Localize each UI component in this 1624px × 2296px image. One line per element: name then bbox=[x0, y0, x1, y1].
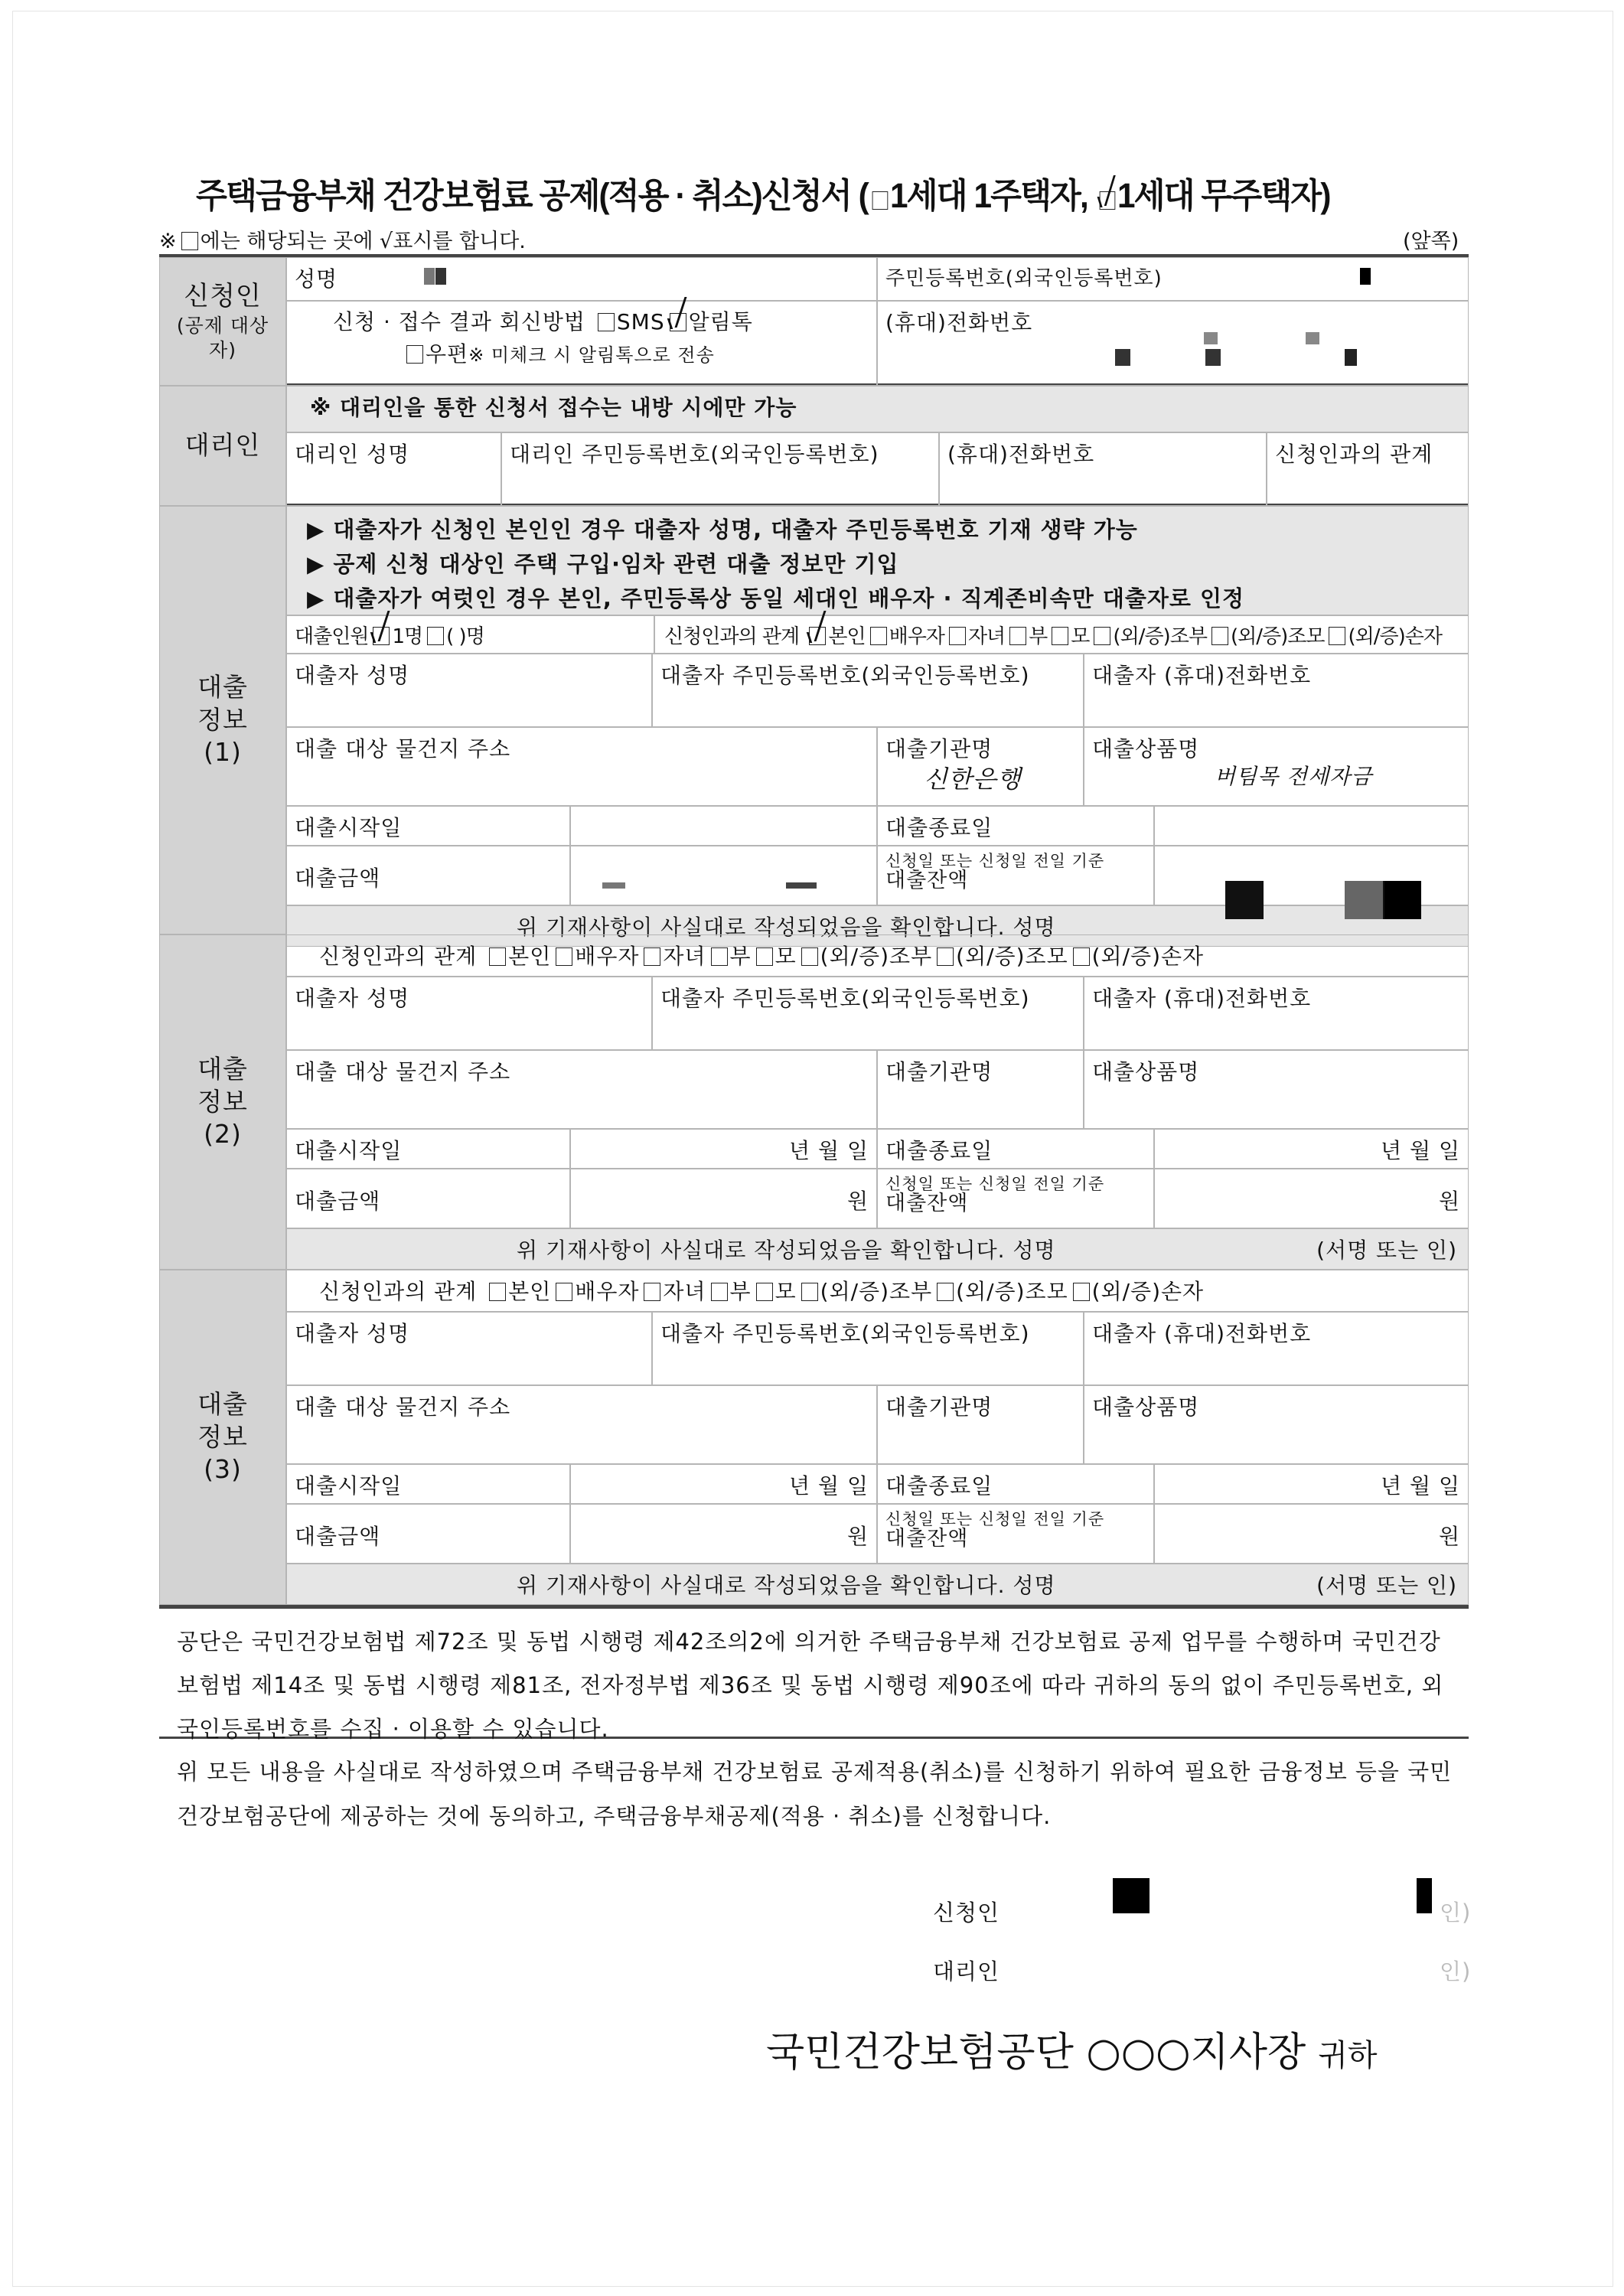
amount-label: 대출금액 bbox=[295, 1189, 381, 1214]
name-label: 성명 bbox=[295, 266, 338, 292]
product-label: 대출상품명 bbox=[1092, 736, 1200, 762]
product-cell bbox=[1084, 1385, 1469, 1464]
relation-option-label: (외/증)조모 bbox=[1230, 625, 1325, 648]
end-date-label: 대출종료일 bbox=[885, 1473, 993, 1499]
agent-id-label: 대리인 주민등록번호(외국인등록번호) bbox=[510, 442, 879, 467]
borrower-id-cell bbox=[652, 977, 1084, 1050]
relation-cell bbox=[654, 615, 1469, 654]
agent-name-label: 대리인 성명 bbox=[295, 442, 410, 467]
product-cell bbox=[1084, 727, 1469, 806]
redaction-block bbox=[1115, 349, 1130, 366]
amount-label: 대출금액 bbox=[295, 1524, 381, 1549]
redaction-block bbox=[424, 268, 435, 285]
page-title bbox=[196, 168, 1330, 217]
relation-checkbox[interactable] bbox=[1073, 947, 1090, 966]
sample-checkbox[interactable] bbox=[181, 232, 198, 250]
relation-checkbox[interactable] bbox=[949, 627, 966, 645]
section-subtitle: (공제 대상자) bbox=[176, 314, 269, 362]
relation-option-label: 모 bbox=[774, 944, 797, 969]
option-2-checkbox[interactable] bbox=[1099, 191, 1115, 210]
relation-option-label: 배우자 bbox=[575, 1279, 640, 1304]
borrower-id-cell bbox=[652, 1312, 1084, 1385]
balance-note: 신청일 또는 신청일 전일 기준 bbox=[885, 852, 1105, 870]
amount-field bbox=[570, 1169, 877, 1228]
loan-note: ▶ 대출자가 신청인 본인인 경우 대출자 성명, 대출자 주민등록번호 기재 생략 가능 bbox=[307, 517, 1138, 543]
id-label: 주민등록번호(외국인등록번호) bbox=[885, 267, 1163, 290]
reply-option-label: 알림톡 bbox=[688, 309, 753, 334]
borrower-id-label: 대출자 주민등록번호(외국인등록번호) bbox=[660, 1321, 1030, 1346]
relation-checkbox[interactable] bbox=[1094, 627, 1110, 645]
agent-seal: 인) bbox=[1440, 1958, 1472, 1985]
product-handwritten: 버팀목 전세자금 bbox=[1215, 764, 1373, 789]
section-title: 대출 정보 (2) bbox=[197, 1053, 248, 1150]
divider-line bbox=[159, 1605, 1469, 1609]
relation-checkbox[interactable] bbox=[809, 627, 826, 645]
agent-section-label bbox=[159, 386, 286, 506]
relation-option-label: (외/증)조부 bbox=[820, 1279, 933, 1304]
redaction-block bbox=[1204, 332, 1218, 344]
won-unit[interactable]: 원 bbox=[846, 1524, 869, 1549]
relation-option-label: (외/증)조모 bbox=[956, 1279, 1068, 1304]
won-unit[interactable]: 원 bbox=[846, 1189, 869, 1214]
redaction-block bbox=[1113, 1878, 1150, 1913]
institution-cell bbox=[877, 1385, 1084, 1464]
confirm-text: 위 기재사항이 사실대로 작성되었음을 확인합니다. 성명 bbox=[517, 1238, 1056, 1263]
end-date-field bbox=[1154, 1129, 1469, 1169]
date-units[interactable]: 년 월 일 bbox=[1381, 1138, 1460, 1163]
institution-label: 대출기관명 bbox=[885, 1394, 993, 1420]
start-date-label: 대출시작일 bbox=[295, 1473, 403, 1499]
borrower-phone-label: 대출자 (휴대)전화번호 bbox=[1092, 1321, 1312, 1346]
relation-option-label: 모 bbox=[1071, 625, 1090, 648]
relation-option-label: (외/증)조부 bbox=[1113, 625, 1207, 648]
reply-option-checkbox[interactable] bbox=[406, 345, 423, 364]
confirm-text: 위 기재사항이 사실대로 작성되었음을 확인합니다. 성명 bbox=[517, 1573, 1056, 1598]
applicant-signature-label: 신청인 bbox=[933, 1900, 1000, 1926]
reply-note: ※ 미체크 시 알림톡으로 전송 bbox=[468, 344, 715, 366]
balance-field bbox=[1154, 1504, 1469, 1564]
end-date-field bbox=[1154, 806, 1469, 846]
relation-checkbox[interactable] bbox=[1009, 627, 1026, 645]
redaction-block bbox=[1360, 268, 1371, 285]
borrower-id-cell bbox=[652, 654, 1084, 727]
loan-count-cell bbox=[286, 615, 654, 654]
relation-checkbox[interactable] bbox=[801, 947, 818, 966]
spacer bbox=[477, 1279, 484, 1304]
recipient-suffix: 귀하 bbox=[1318, 2038, 1378, 2073]
relation-option-label: 부 bbox=[729, 1279, 752, 1304]
start-date-label: 대출시작일 bbox=[295, 815, 403, 840]
borrower-name-label: 대출자 성명 bbox=[295, 1321, 410, 1346]
relation-checkbox[interactable] bbox=[756, 1283, 773, 1301]
start-date-field bbox=[570, 806, 877, 846]
amount-label: 대출금액 bbox=[295, 866, 381, 891]
relation-label: 신청인과의 관계 bbox=[319, 1279, 478, 1304]
amount-label-cell bbox=[286, 846, 570, 905]
balance-note: 신청일 또는 신청일 전일 기준 bbox=[885, 1510, 1105, 1528]
relation-checkbox[interactable] bbox=[1073, 1283, 1090, 1301]
borrower-name-label: 대출자 성명 bbox=[295, 663, 410, 688]
product-label: 대출상품명 bbox=[1092, 1394, 1200, 1420]
spacer bbox=[477, 944, 484, 969]
relation-option-label: (외/증)손자 bbox=[1348, 625, 1442, 648]
relation-checkbox[interactable] bbox=[556, 1283, 572, 1301]
amount-label-cell bbox=[286, 1169, 570, 1228]
agent-id-cell bbox=[501, 432, 939, 506]
end-date-label-cell bbox=[877, 1129, 1154, 1169]
applicant-seal: 인) bbox=[1440, 1900, 1472, 1926]
address-label: 대출 대상 물건지 주소 bbox=[295, 736, 511, 762]
date-units[interactable]: 년 월 일 bbox=[789, 1138, 869, 1163]
agent-signature-label: 대리인 bbox=[933, 1958, 1000, 1985]
agent-relation-cell bbox=[1267, 432, 1469, 506]
address-cell bbox=[286, 1385, 877, 1464]
phone-label: (휴대)전화번호 bbox=[885, 310, 1033, 335]
balance-label: 대출잔액 bbox=[885, 869, 969, 893]
page-side-label: (앞쪽) bbox=[1403, 230, 1459, 253]
start-date-label: 대출시작일 bbox=[295, 1138, 403, 1163]
relation-checkbox[interactable] bbox=[556, 947, 572, 966]
amount-label-cell bbox=[286, 1504, 570, 1564]
confirm-row bbox=[286, 1564, 1469, 1605]
option-2-label: 1세대 무주택자) bbox=[1117, 176, 1330, 215]
section-title: 대리인 bbox=[184, 430, 261, 461]
redaction-block bbox=[1417, 1878, 1432, 1913]
relation-checkbox[interactable] bbox=[489, 947, 506, 966]
sign-placeholder: (서명 또는 인) bbox=[1316, 1573, 1457, 1598]
relation-checkbox[interactable] bbox=[937, 947, 954, 966]
relation-option-label: 부 bbox=[729, 944, 752, 969]
section-title: 대출 정보 (3) bbox=[197, 1388, 248, 1485]
borrower-phone-cell bbox=[1084, 654, 1469, 727]
relation-option-label: 모 bbox=[774, 1279, 797, 1304]
address-label: 대출 대상 물건지 주소 bbox=[295, 1059, 511, 1084]
reply-option-checkbox[interactable] bbox=[670, 313, 686, 331]
count-other-checkbox[interactable] bbox=[427, 627, 444, 645]
institution-cell bbox=[877, 1050, 1084, 1129]
redaction-block bbox=[435, 268, 446, 285]
loan-2-section-label bbox=[159, 934, 286, 1270]
relation-checkbox[interactable] bbox=[870, 627, 887, 645]
institution-handwritten: 신한은행 bbox=[924, 765, 1022, 794]
relation-option-label: 본인 bbox=[828, 625, 866, 648]
end-date-label-cell bbox=[877, 1464, 1154, 1504]
end-date-field bbox=[1154, 1464, 1469, 1504]
relation-option-label: 배우자 bbox=[889, 625, 944, 648]
redaction-block bbox=[786, 882, 817, 889]
start-date-label-cell bbox=[286, 1129, 570, 1169]
redaction-block bbox=[1306, 332, 1319, 344]
address-label: 대출 대상 물건지 주소 bbox=[295, 1394, 511, 1420]
product-cell bbox=[1084, 1050, 1469, 1129]
borrower-phone-cell bbox=[1084, 977, 1469, 1050]
address-cell bbox=[286, 1050, 877, 1129]
relation-option-label: 자녀 bbox=[663, 1279, 706, 1304]
relation-option-label: (외/증)손자 bbox=[1091, 1279, 1205, 1304]
amount-field bbox=[570, 1504, 877, 1564]
reply-method-cell bbox=[286, 301, 877, 386]
count-1-label: 1명 bbox=[392, 625, 423, 648]
balance-field bbox=[1154, 1169, 1469, 1228]
borrower-name-cell bbox=[286, 977, 652, 1050]
relation-option-label: 자녀 bbox=[967, 625, 1006, 648]
relation-checkbox[interactable] bbox=[644, 1283, 660, 1301]
loan-note: ▶ 공제 신청 대상인 주택 구입·임차 관련 대출 정보만 기입 bbox=[307, 551, 899, 577]
agent-phone-label: (휴대)전화번호 bbox=[947, 442, 1095, 467]
product-label: 대출상품명 bbox=[1092, 1059, 1200, 1084]
end-date-label-cell bbox=[877, 806, 1154, 846]
redaction-block bbox=[1345, 881, 1383, 919]
redaction-block bbox=[1205, 349, 1221, 366]
confirm-row bbox=[286, 1228, 1469, 1270]
relation-cell bbox=[286, 1270, 1469, 1312]
relation-option-label: (외/증)조모 bbox=[956, 944, 1068, 969]
agent-phone-cell bbox=[939, 432, 1267, 506]
relation-checkbox[interactable] bbox=[1329, 627, 1345, 645]
redaction-block bbox=[1345, 349, 1357, 366]
borrower-phone-cell bbox=[1084, 1312, 1469, 1385]
start-date-label-cell bbox=[286, 806, 570, 846]
loan-notes bbox=[286, 506, 1469, 615]
redaction-block bbox=[1384, 881, 1421, 919]
instruction-note bbox=[159, 224, 526, 254]
relation-option-label: 자녀 bbox=[663, 944, 706, 969]
relation-checkbox[interactable] bbox=[1052, 627, 1068, 645]
borrower-phone-label: 대출자 (휴대)전화번호 bbox=[1092, 986, 1312, 1011]
consent-statement: 위 모든 내용을 사실대로 작성하였으며 주택금융부채 건강보험료 공제적용(취소)를 신청하기 위하여 필요한 금융정보 등을 국민건강보험공단에 제공하는 것에 동의하고, 주택금융부채공제(적용 · 취소)를 신청합니다. bbox=[177, 1759, 1453, 1829]
count-1-checkbox[interactable] bbox=[373, 627, 390, 645]
start-date-label-cell bbox=[286, 1464, 570, 1504]
relation-option-label: 본인 bbox=[508, 944, 552, 969]
relation-option-label: 본인 bbox=[508, 1279, 552, 1304]
section-title: 신청인 bbox=[184, 281, 262, 312]
agent-relation-label: 신청인과의 관계 bbox=[1275, 442, 1433, 467]
end-date-label: 대출종료일 bbox=[885, 815, 993, 840]
reply-option-checkbox[interactable] bbox=[598, 313, 615, 331]
relation-checkbox[interactable] bbox=[489, 1283, 506, 1301]
institution-label: 대출기관명 bbox=[885, 736, 993, 762]
relation-label: 신청인과의 관계 bbox=[664, 625, 800, 648]
agent-notice bbox=[286, 386, 1469, 432]
balance-label: 대출잔액 bbox=[885, 1192, 969, 1216]
applicant-name-cell bbox=[286, 257, 877, 301]
relation-checkbox[interactable] bbox=[801, 1283, 818, 1301]
relation-checkbox[interactable] bbox=[711, 947, 728, 966]
relation-checkbox[interactable] bbox=[937, 1283, 954, 1301]
reply-option-label: SMS bbox=[616, 309, 665, 334]
relation-checkbox[interactable] bbox=[756, 947, 773, 966]
form-page bbox=[12, 11, 1613, 2287]
borrower-id-label: 대출자 주민등록번호(외국인등록번호) bbox=[660, 986, 1030, 1011]
loan-note: ▶ 대출자가 여럿인 경우 본인, 주민등록상 동일 세대인 배우자 · 직계존비속만 대출자로 인정 bbox=[307, 585, 1244, 612]
relation-cell bbox=[286, 934, 1469, 977]
title-text: 주택금융부채 건강보험료 공제(적용 · 취소)신청서 ( bbox=[196, 176, 868, 215]
borrower-phone-label: 대출자 (휴대)전화번호 bbox=[1092, 663, 1312, 688]
option-1-label: 1세대 1주택자, bbox=[889, 176, 1088, 215]
confirm-text: 위 기재사항이 사실대로 작성되었음을 확인합니다. 성명 bbox=[517, 915, 1056, 940]
start-date-field bbox=[570, 1464, 877, 1504]
date-units[interactable]: 년 월 일 bbox=[789, 1473, 869, 1499]
applicant-id-cell bbox=[877, 257, 1469, 301]
count-other-label: ( )명 bbox=[446, 625, 484, 648]
note-prefix: ※ bbox=[159, 230, 177, 253]
won-unit[interactable]: 원 bbox=[1438, 1524, 1460, 1549]
loan-3-section-label bbox=[159, 1270, 286, 1605]
applicant-phone-cell bbox=[877, 301, 1469, 386]
balance-note: 신청일 또는 신청일 전일 기준 bbox=[885, 1175, 1105, 1193]
balance-label-cell bbox=[877, 1169, 1154, 1228]
relation-option-label: 배우자 bbox=[575, 944, 640, 969]
privacy-notice: 공단은 국민건강보험법 제72조 및 동법 시행령 제42조의2에 의거한 주택금융부채 건강보험료 공제 업무를 수행하며 국민건강보험법 제14조 및 동법 시행령 제81조, 전자정부법 제36조 및 동법 시행령 제90조에 따라 귀하의 동의 없이 주민등록번호, 외국인등록번호를 수집 · 이용할 수 있습니다. bbox=[177, 1629, 1444, 1742]
recipient bbox=[766, 2020, 1377, 2077]
end-date-label: 대출종료일 bbox=[885, 1138, 993, 1163]
relation-option-label: (외/증)조부 bbox=[820, 944, 933, 969]
balance-label-cell bbox=[877, 846, 1154, 905]
borrower-name-cell bbox=[286, 1312, 652, 1385]
relation-label: 신청인과의 관계 bbox=[319, 944, 478, 969]
borrower-name-label: 대출자 성명 bbox=[295, 986, 410, 1011]
applicant-section-label bbox=[159, 257, 286, 386]
redaction-block bbox=[602, 882, 625, 889]
balance-label-cell bbox=[877, 1504, 1154, 1564]
spacer bbox=[1088, 176, 1095, 215]
institution-cell bbox=[877, 727, 1084, 806]
start-date-field bbox=[570, 1129, 877, 1169]
notice-text: ※ 대리인을 통한 신청서 접수는 내방 시에만 가능 bbox=[310, 395, 797, 420]
agent-name-cell bbox=[286, 432, 501, 506]
reply-option-label: 우편 bbox=[426, 341, 469, 367]
recipient-main: 국민건강보험공단 ○○○지사장 bbox=[766, 2030, 1306, 2076]
borrower-name-cell bbox=[286, 654, 652, 727]
balance-field bbox=[1154, 846, 1469, 905]
sign-placeholder: (서명 또는 인) bbox=[1316, 1238, 1457, 1263]
institution-label: 대출기관명 bbox=[885, 1059, 993, 1084]
relation-option-label: 부 bbox=[1029, 625, 1048, 648]
borrower-id-label: 대출자 주민등록번호(외국인등록번호) bbox=[660, 663, 1030, 688]
section-title: 대출 정보 (1) bbox=[197, 671, 248, 768]
date-units[interactable]: 년 월 일 bbox=[1381, 1473, 1460, 1499]
reply-label: 신청 · 접수 결과 회신방법 bbox=[333, 309, 585, 334]
option-1-checkbox[interactable] bbox=[872, 191, 888, 210]
relation-checkbox[interactable] bbox=[711, 1283, 728, 1301]
balance-label: 대출잔액 bbox=[885, 1527, 969, 1551]
won-unit[interactable]: 원 bbox=[1438, 1189, 1460, 1214]
note-text: 에는 해당되는 곳에 √표시를 합니다. bbox=[200, 230, 526, 253]
relation-checkbox[interactable] bbox=[644, 947, 660, 966]
loan-1-section-label bbox=[159, 506, 286, 934]
spacer bbox=[585, 309, 593, 334]
address-cell bbox=[286, 727, 877, 806]
relation-option-label: (외/증)손자 bbox=[1091, 944, 1205, 969]
redaction-block bbox=[1225, 881, 1264, 919]
amount-field bbox=[570, 846, 877, 905]
relation-checkbox[interactable] bbox=[1211, 627, 1228, 645]
count-label: 대출인원 bbox=[295, 625, 369, 648]
